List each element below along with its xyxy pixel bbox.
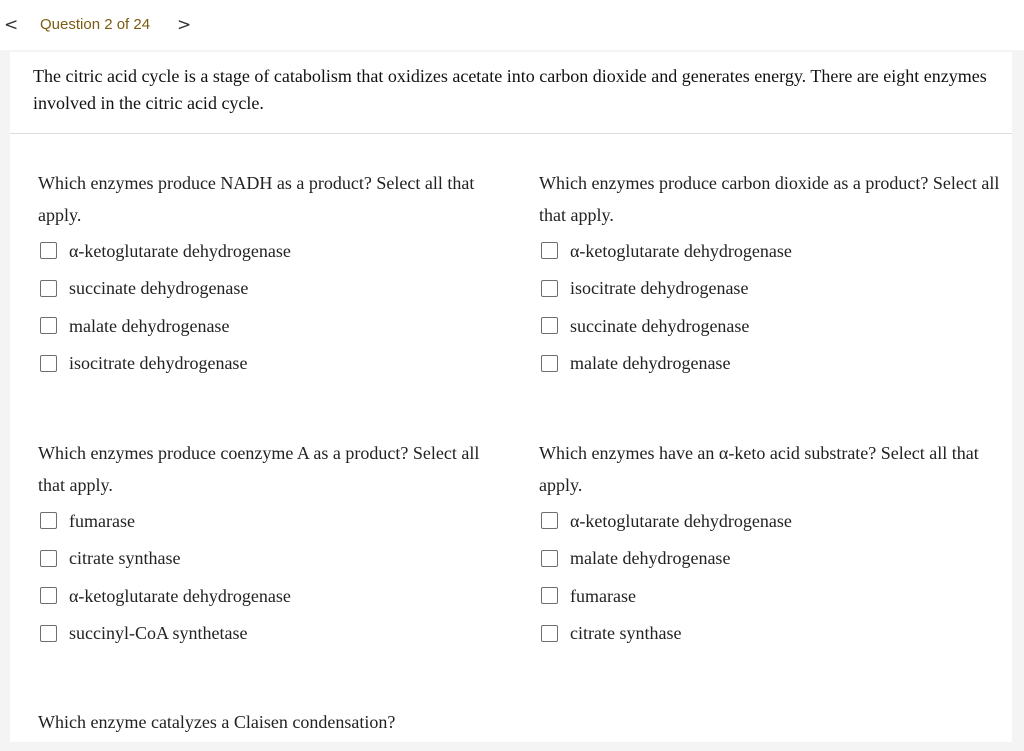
checkbox[interactable] (541, 355, 558, 372)
option-label[interactable]: succinate dehydrogenase (570, 315, 750, 336)
option-label[interactable]: succinate dehydrogenase (69, 278, 249, 299)
checkbox[interactable] (541, 317, 558, 334)
option-label[interactable]: α-ketoglutarate dehydrogenase (69, 240, 291, 261)
option-checkbox-row[interactable] (38, 502, 508, 540)
option-label[interactable]: citrate synthase (69, 548, 181, 569)
option-label[interactable]: fumarase (69, 510, 135, 531)
option-label[interactable]: isocitrate dehydrogenase (69, 353, 248, 374)
option-checkbox-row[interactable] (539, 502, 1009, 540)
divider (10, 133, 1012, 134)
option-label[interactable]: α-ketoglutarate dehydrogenase (69, 585, 291, 606)
question-counter: Question 2 of 24 (40, 16, 151, 33)
checkbox[interactable] (40, 512, 57, 529)
checkbox[interactable] (40, 625, 57, 642)
option-label[interactable]: malate dehydrogenase (570, 353, 731, 374)
option-label[interactable]: α-ketoglutarate dehydrogenase (570, 240, 792, 261)
option-label[interactable]: α-ketoglutarate dehydrogenase (570, 510, 792, 531)
checkbox[interactable] (541, 242, 558, 259)
option-label[interactable]: succinyl-CoA synthetase (69, 623, 248, 644)
option-checkbox-row[interactable] (539, 540, 1009, 578)
checkbox[interactable] (541, 625, 558, 642)
option-checkbox-row[interactable] (38, 345, 508, 383)
option-checkbox-row[interactable] (539, 615, 1009, 653)
question-intro: The citric acid cycle is a stage of catabolism that oxidizes acetate into carbon dioxide and generates energy. There are eight enzymes involved in the citric acid cycle. (33, 66, 987, 113)
checkbox[interactable] (541, 280, 558, 297)
option-checkbox-row[interactable] (539, 307, 1009, 345)
chevron-left-icon[interactable]: < (4, 15, 19, 35)
checkbox[interactable] (541, 512, 558, 529)
question-card (10, 52, 1012, 742)
option-label[interactable]: malate dehydrogenase (69, 315, 230, 336)
option-checkbox-row[interactable] (539, 232, 1009, 270)
option-checkbox-row[interactable] (38, 577, 508, 615)
question-prompt: Which enzymes produce coenzyme A as a product? Select all that apply. (38, 443, 480, 495)
question-nav-bar (0, 0, 1024, 50)
question-prompt: Which enzymes produce NADH as a product? Select all that apply. (38, 173, 475, 225)
checkbox[interactable] (40, 587, 57, 604)
option-label[interactable]: citrate synthase (570, 623, 682, 644)
question-prompt: Which enzyme catalyzes a Claisen condensation? (38, 712, 396, 732)
question-co2 (539, 167, 1009, 382)
checkbox[interactable] (541, 550, 558, 567)
option-checkbox-row[interactable] (38, 540, 508, 578)
option-label[interactable]: fumarase (570, 585, 636, 606)
checkbox[interactable] (541, 587, 558, 604)
checkbox[interactable] (40, 280, 57, 297)
option-checkbox-row[interactable] (38, 270, 508, 308)
option-label[interactable]: malate dehydrogenase (570, 548, 731, 569)
checkbox[interactable] (40, 355, 57, 372)
option-checkbox-row[interactable] (38, 232, 508, 270)
option-checkbox-row[interactable] (38, 307, 508, 345)
option-checkbox-row[interactable] (539, 270, 1009, 308)
checkbox[interactable] (40, 242, 57, 259)
option-label[interactable]: isocitrate dehydrogenase (570, 278, 749, 299)
option-checkbox-row[interactable] (539, 345, 1009, 383)
question-nadh (38, 167, 508, 382)
option-checkbox-row[interactable] (539, 577, 1009, 615)
chevron-right-icon[interactable]: > (177, 15, 192, 35)
question-claisen (38, 706, 738, 739)
question-coenzyme-a (38, 437, 508, 652)
question-alpha-keto-substrate (539, 437, 1009, 652)
checkbox[interactable] (40, 550, 57, 567)
option-checkbox-row[interactable] (38, 615, 508, 653)
checkbox[interactable] (40, 317, 57, 334)
question-prompt: Which enzymes produce carbon dioxide as a product? Select all that apply. (539, 173, 1000, 225)
question-prompt: Which enzymes have an α-keto acid substrate? Select all that apply. (539, 443, 979, 495)
